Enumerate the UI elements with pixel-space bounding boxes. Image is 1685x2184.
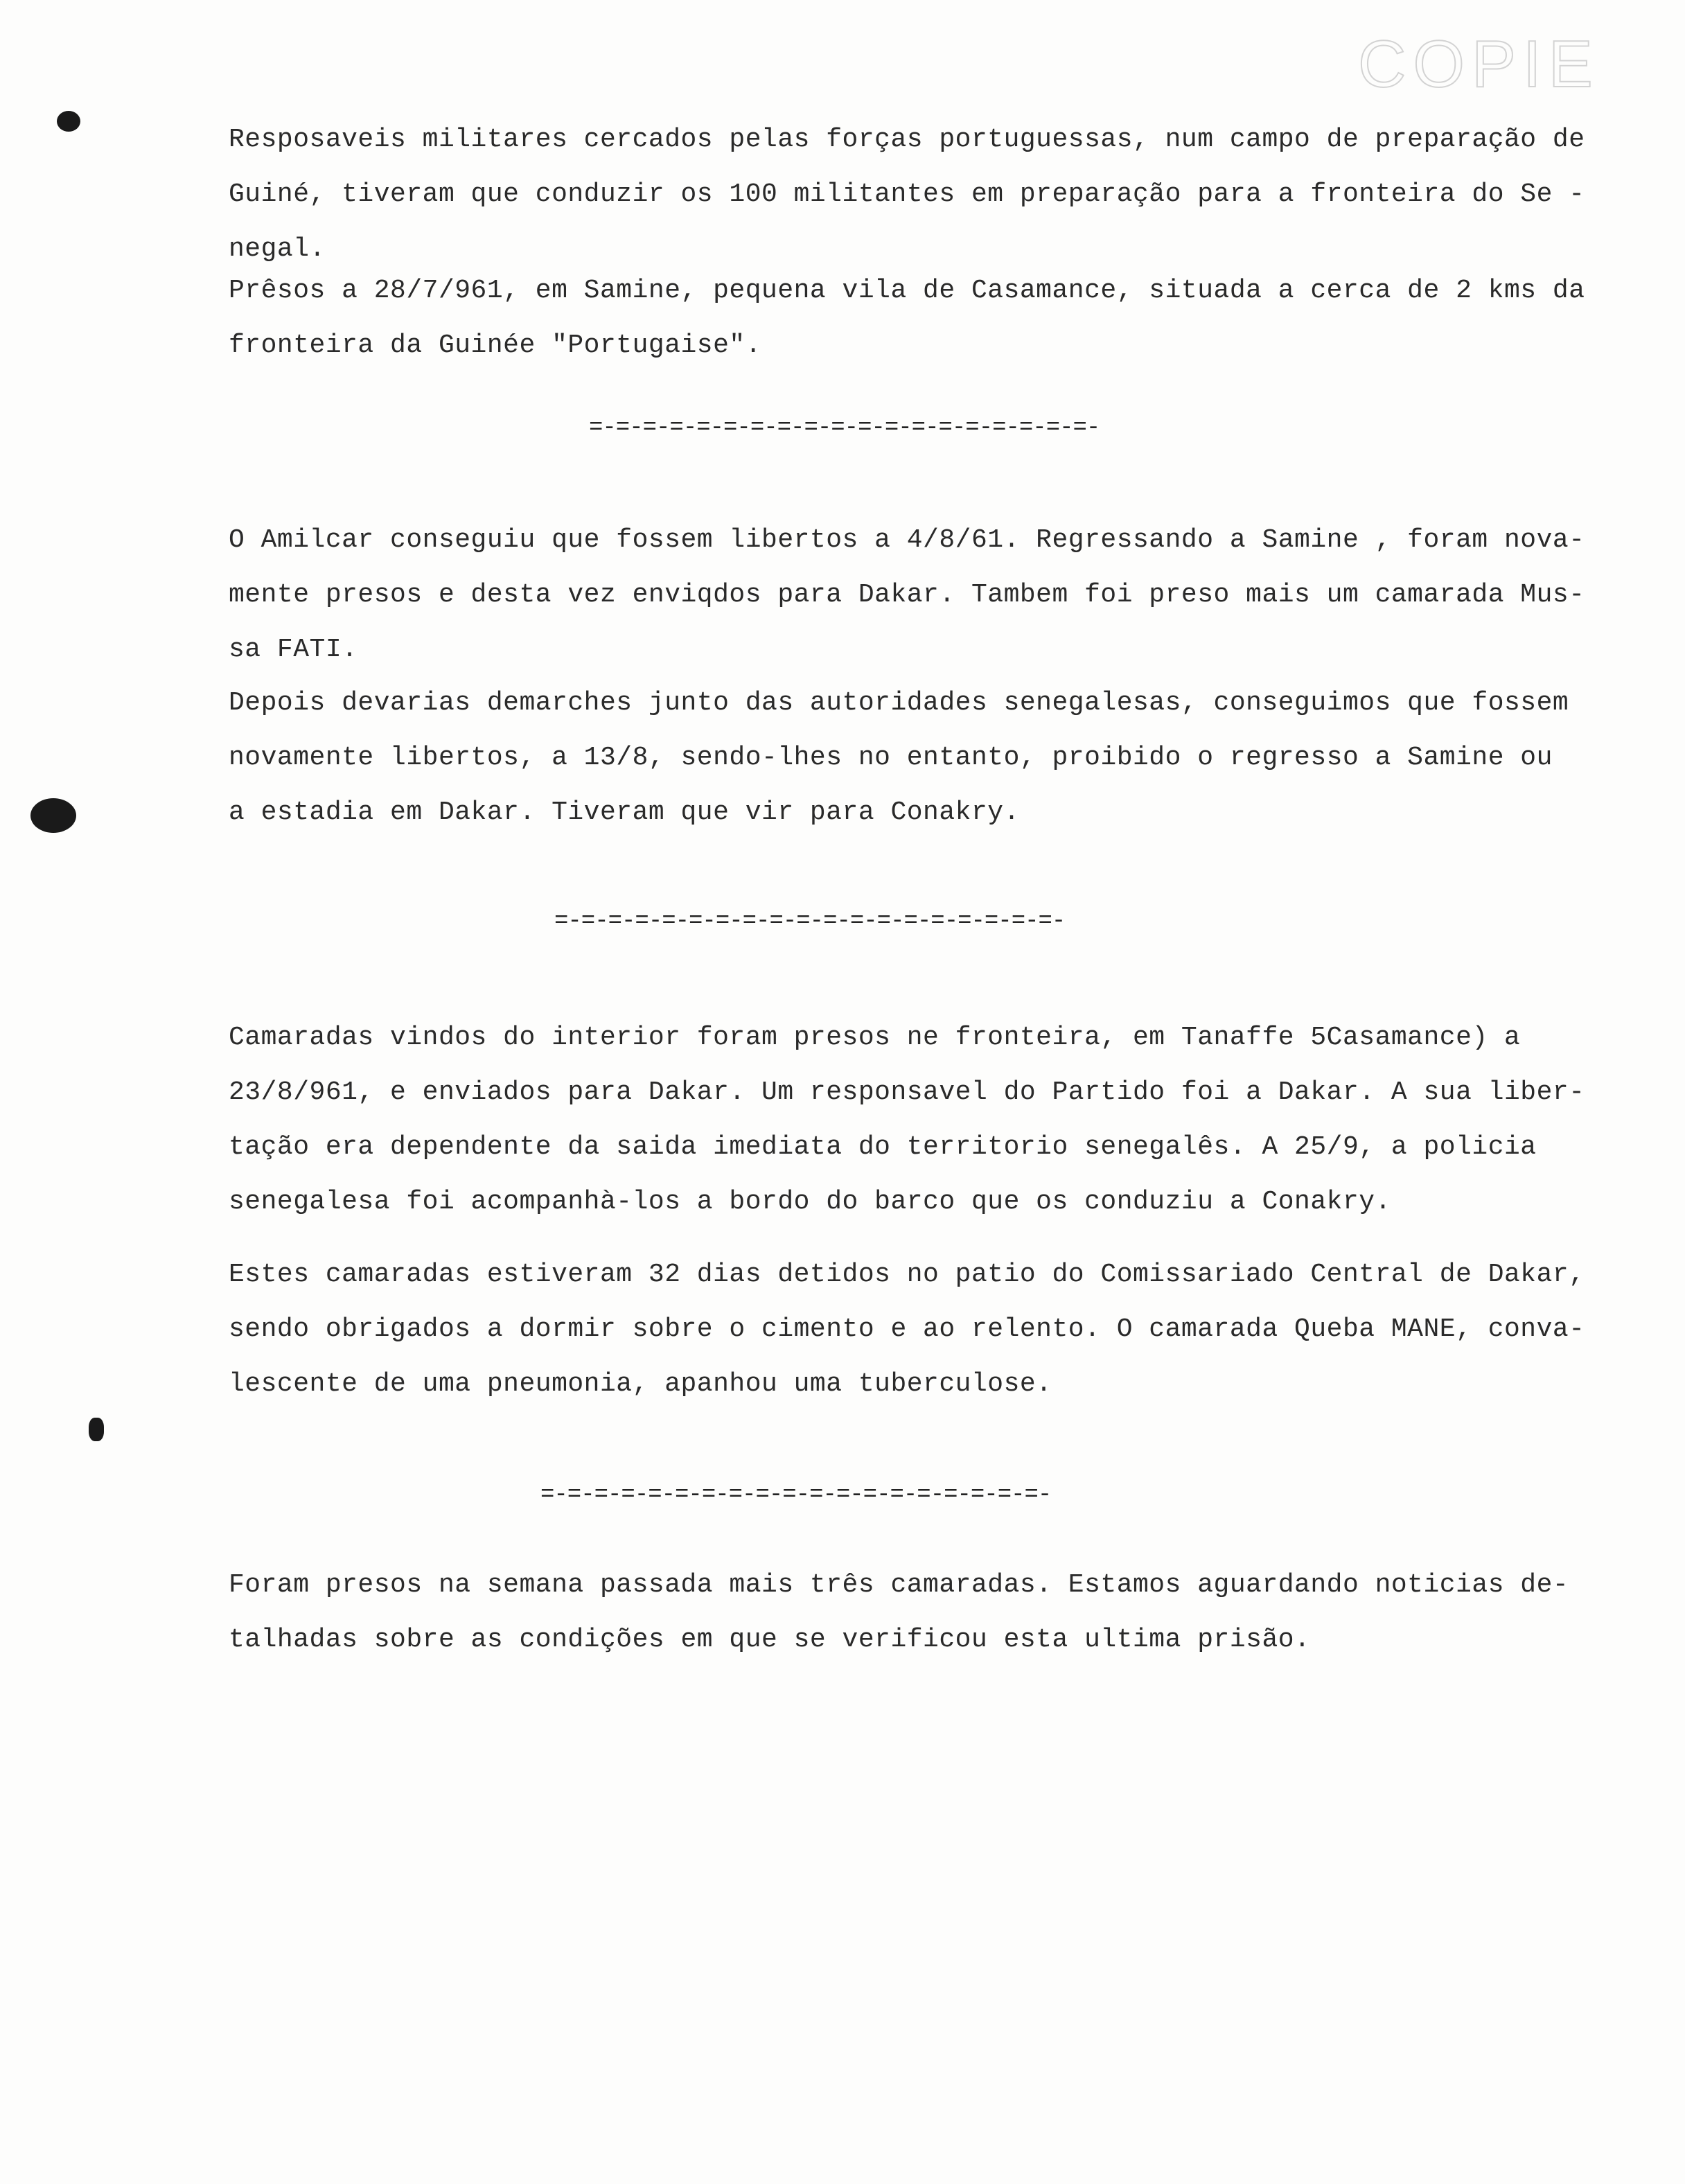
paragraph-5: [229, 1010, 1600, 1229]
text-line: sa FATI.: [229, 635, 358, 664]
section-divider: =-=-=-=-=-=-=-=-=-=-=-=-=-=-=-=-=-=-=-: [589, 415, 1100, 441]
text-line: Foram presos na semana passada mais três camaradas. Estamos aguardando noticias de-: [229, 1570, 1569, 1600]
text-line: 23/8/961, e enviados para Dakar. Um responsavel do Partido foi a Dakar. A sua liber-: [229, 1077, 1585, 1107]
text-line: Resposaveis militares cercados pelas forças portuguessas, num campo de preparação de: [229, 125, 1585, 155]
paragraph-3: [229, 513, 1600, 677]
paragraph-7: [229, 1558, 1600, 1667]
paragraph-6: [229, 1247, 1600, 1411]
section-divider: =-=-=-=-=-=-=-=-=-=-=-=-=-=-=-=-=-=-=-: [554, 908, 1066, 935]
text-line: Camaradas vindos do interior foram presos ne fronteira, em Tanaffe 5Casamance) a: [229, 1023, 1521, 1053]
text-line: Prêsos a 28/7/961, em Samine, pequena vila de Casamance, situada a cerca de 2 kms da: [229, 276, 1585, 306]
text-line: Depois devarias demarches junto das autoridades senegalesas, conseguimos que fossem: [229, 688, 1569, 718]
section-divider: =-=-=-=-=-=-=-=-=-=-=-=-=-=-=-=-=-=-=-: [540, 1482, 1052, 1508]
text-line: talhadas sobre as condições em que se verificou esta ultima prisão.: [229, 1625, 1311, 1655]
text-line: Estes camaradas estiveram 32 dias detidos no patio do Comissariado Central de Dakar,: [229, 1260, 1585, 1289]
text-line: tação era dependente da saida imediata do territorio senegalês. A 25/9, a policia: [229, 1132, 1537, 1162]
text-line: Guiné, tiveram que conduzir os 100 militantes em preparação para a fronteira do Se -: [229, 179, 1585, 209]
text-line: sendo obrigados a dormir sobre o cimento e ao relento. O camarada Queba MANE, conva-: [229, 1314, 1585, 1344]
paragraph-2: [229, 263, 1600, 373]
text-line: senegalesa foi acompanhà-los a bordo do barco que os conduziu a Conakry.: [229, 1187, 1391, 1217]
text-line: lescente de uma pneumonia, apanhou uma tuberculose.: [229, 1369, 1052, 1399]
text-line: novamente libertos, a 13/8, sendo-lhes no entanto, proibido o regresso a Samine ou: [229, 743, 1553, 773]
paragraph-4: [229, 676, 1600, 840]
copie-stamp: COPIE: [1358, 27, 1600, 101]
text-line: mente presos e desta vez enviqdos para Dakar. Tambem foi preso mais um camarada Mus-: [229, 580, 1585, 610]
punch-mark-middle: [30, 798, 76, 833]
paragraph-1: [229, 112, 1600, 276]
text-line: a estadia em Dakar. Tiveram que vir para Conakry.: [229, 798, 1020, 827]
punch-mark-lower: [89, 1418, 104, 1441]
punch-mark-top: [57, 111, 80, 132]
text-line: negal.: [229, 234, 326, 264]
text-line: O Amilcar conseguiu que fossem libertos a 4/8/61. Regressando a Samine , foram nova-: [229, 525, 1585, 555]
text-line: fronteira da Guinée "Portugaise".: [229, 331, 762, 360]
